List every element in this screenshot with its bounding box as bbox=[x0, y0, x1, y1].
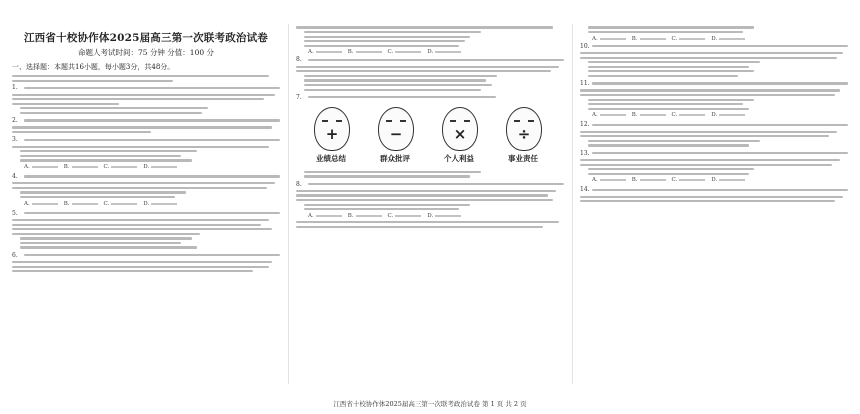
text-line bbox=[24, 254, 280, 256]
text-line bbox=[580, 135, 829, 137]
text-line bbox=[588, 103, 743, 105]
option-d: D. bbox=[143, 201, 177, 207]
text-line bbox=[304, 40, 465, 42]
question-number: 8. bbox=[296, 56, 302, 64]
question-12 bbox=[580, 121, 848, 146]
text-line bbox=[588, 108, 749, 110]
figure-caption: 群众批评 bbox=[380, 153, 410, 163]
text-line bbox=[12, 266, 269, 268]
text-line bbox=[20, 191, 186, 193]
answer-options bbox=[24, 201, 280, 207]
option-d: D. bbox=[711, 112, 745, 118]
question-number: 14. bbox=[580, 186, 590, 194]
question-4 bbox=[12, 173, 280, 207]
text-line bbox=[580, 94, 835, 96]
question-11 bbox=[580, 80, 848, 118]
question-8 bbox=[296, 56, 564, 90]
text-line bbox=[296, 26, 553, 28]
text-line bbox=[12, 270, 253, 272]
text-line bbox=[588, 168, 754, 170]
text-line bbox=[304, 45, 459, 47]
answer-options bbox=[308, 49, 564, 55]
answer-options bbox=[592, 177, 848, 183]
option-b: B. bbox=[64, 164, 98, 170]
text-line bbox=[304, 175, 470, 177]
text-line bbox=[592, 152, 848, 154]
option-a: A. bbox=[24, 164, 58, 170]
option-a: A. bbox=[592, 112, 626, 118]
question-6 bbox=[12, 252, 280, 273]
text-line bbox=[588, 75, 738, 77]
option-a: A. bbox=[308, 49, 342, 55]
column-middle bbox=[296, 24, 564, 392]
text-line bbox=[304, 36, 470, 38]
text-line bbox=[20, 242, 181, 244]
text-line bbox=[12, 224, 261, 226]
text-line bbox=[308, 59, 564, 61]
text-line bbox=[12, 75, 269, 77]
question-number: 6. bbox=[12, 251, 18, 259]
column-right bbox=[580, 24, 848, 392]
question-number: 8. bbox=[296, 180, 302, 188]
text-line bbox=[12, 228, 272, 230]
question-number: 1. bbox=[12, 84, 18, 92]
face-plus-icon: + bbox=[314, 107, 350, 151]
question-9 bbox=[296, 181, 564, 228]
option-c: C. bbox=[104, 201, 138, 207]
text-line bbox=[580, 131, 837, 133]
option-d: D. bbox=[711, 177, 745, 183]
question-3 bbox=[12, 136, 280, 170]
question-5 bbox=[12, 210, 280, 249]
text-line bbox=[12, 80, 173, 82]
exam-info: 命题人考试时间：75 分钟 分值：100 分 bbox=[77, 48, 214, 57]
exam-title: 江西省十校协作体2025届高三第一次联考政治试卷 bbox=[23, 32, 269, 44]
text-line bbox=[304, 31, 481, 33]
text-line bbox=[304, 171, 481, 173]
text-line bbox=[20, 196, 175, 198]
question-number: 5. bbox=[12, 209, 18, 217]
text-line bbox=[296, 70, 551, 72]
text-line bbox=[304, 89, 481, 91]
text-line bbox=[12, 98, 264, 100]
option-a: A. bbox=[308, 213, 342, 219]
option-b: B. bbox=[64, 201, 98, 207]
question-number: 7. bbox=[296, 93, 302, 101]
text-line bbox=[308, 96, 496, 98]
text-line bbox=[296, 194, 548, 196]
question-7 bbox=[296, 94, 564, 178]
text-line bbox=[296, 66, 559, 68]
question-number: 10. bbox=[580, 42, 590, 50]
option-a: A. bbox=[592, 36, 626, 42]
text-line bbox=[588, 31, 743, 33]
figure-caption: 个人利益 bbox=[444, 153, 474, 163]
text-line bbox=[20, 107, 208, 109]
text-line bbox=[12, 187, 267, 189]
answer-options bbox=[24, 164, 280, 170]
option-a: A. bbox=[24, 201, 58, 207]
text-line bbox=[304, 208, 459, 210]
text-line bbox=[20, 246, 197, 248]
option-c: C. bbox=[388, 49, 422, 55]
text-line bbox=[12, 261, 272, 263]
text-line bbox=[20, 237, 192, 239]
text-line bbox=[24, 212, 280, 214]
text-line bbox=[588, 66, 749, 68]
question-number: 4. bbox=[12, 172, 18, 180]
column-left bbox=[12, 24, 280, 392]
option-c: C. bbox=[672, 177, 706, 183]
text-line bbox=[12, 126, 272, 128]
face-divide-icon: ÷ bbox=[506, 107, 542, 151]
text-line bbox=[592, 45, 848, 47]
question-number: 2. bbox=[12, 117, 18, 125]
option-d: D. bbox=[427, 49, 461, 55]
answer-options bbox=[308, 213, 564, 219]
page-footer: 江西省十校协作体2025届高三第一次联考政治试卷 第 1 页 共 2 页 bbox=[333, 400, 527, 408]
text-line bbox=[24, 139, 280, 141]
text-line bbox=[304, 204, 470, 206]
column-divider bbox=[572, 24, 573, 384]
option-c: C. bbox=[672, 112, 706, 118]
question-10 bbox=[580, 43, 848, 77]
text-line bbox=[12, 219, 269, 221]
text-line bbox=[304, 79, 486, 81]
face-minus-icon: − bbox=[378, 107, 414, 151]
text-line bbox=[304, 75, 497, 77]
text-line bbox=[20, 155, 181, 157]
text-line bbox=[12, 103, 119, 105]
text-line bbox=[580, 159, 840, 161]
text-line bbox=[588, 173, 749, 175]
option-a: A. bbox=[592, 177, 626, 183]
option-c: C. bbox=[672, 36, 706, 42]
question-number: 11. bbox=[580, 80, 590, 88]
text-line bbox=[588, 26, 754, 28]
text-line bbox=[296, 226, 543, 228]
figure-caption: 事业责任 bbox=[508, 153, 538, 163]
option-d: D. bbox=[427, 213, 461, 219]
text-line bbox=[24, 175, 280, 177]
text-line bbox=[580, 52, 843, 54]
text-line bbox=[588, 144, 749, 146]
text-line bbox=[304, 84, 492, 86]
question-1 bbox=[12, 84, 280, 114]
cartoon-figure bbox=[296, 105, 564, 167]
text-line bbox=[12, 233, 200, 235]
text-line bbox=[592, 189, 848, 191]
text-line bbox=[588, 140, 760, 142]
text-line bbox=[588, 61, 760, 63]
question-number: 12. bbox=[580, 121, 590, 129]
option-d: D. bbox=[711, 36, 745, 42]
option-c: C. bbox=[388, 213, 422, 219]
question-number: 3. bbox=[12, 136, 18, 144]
text-line bbox=[580, 200, 835, 202]
question-13 bbox=[580, 150, 848, 184]
text-line bbox=[12, 182, 275, 184]
text-line bbox=[20, 159, 192, 161]
option-b: B. bbox=[632, 36, 666, 42]
text-line bbox=[588, 99, 754, 101]
text-line bbox=[12, 131, 151, 133]
text-line bbox=[296, 199, 553, 201]
text-line bbox=[24, 87, 280, 89]
text-line bbox=[592, 82, 848, 84]
option-b: B. bbox=[348, 49, 382, 55]
figure-caption: 业绩总结 bbox=[316, 153, 346, 163]
answer-options bbox=[592, 112, 848, 118]
answer-options bbox=[592, 36, 848, 42]
text-line bbox=[308, 183, 564, 185]
text-line bbox=[296, 190, 556, 192]
text-line bbox=[20, 150, 197, 152]
text-line bbox=[296, 221, 559, 223]
text-line bbox=[580, 164, 832, 166]
text-line bbox=[580, 196, 843, 198]
section-heading: 一、选择题：本题共16小题，每小题3分，共48分。 bbox=[12, 63, 175, 71]
text-line bbox=[580, 89, 840, 91]
text-line bbox=[20, 112, 202, 114]
text-line bbox=[588, 70, 754, 72]
option-b: B. bbox=[632, 112, 666, 118]
question-2 bbox=[12, 117, 280, 133]
column-divider bbox=[288, 24, 289, 384]
text-line bbox=[24, 119, 280, 121]
question-14 bbox=[580, 186, 848, 202]
text-line bbox=[580, 57, 837, 59]
option-c: C. bbox=[104, 164, 138, 170]
text-line bbox=[592, 124, 848, 126]
face-times-icon: × bbox=[442, 107, 478, 151]
option-b: B. bbox=[348, 213, 382, 219]
question-number: 13. bbox=[580, 149, 590, 157]
option-b: B. bbox=[632, 177, 666, 183]
option-d: D. bbox=[143, 164, 177, 170]
text-line bbox=[12, 146, 269, 148]
text-line bbox=[12, 94, 275, 96]
